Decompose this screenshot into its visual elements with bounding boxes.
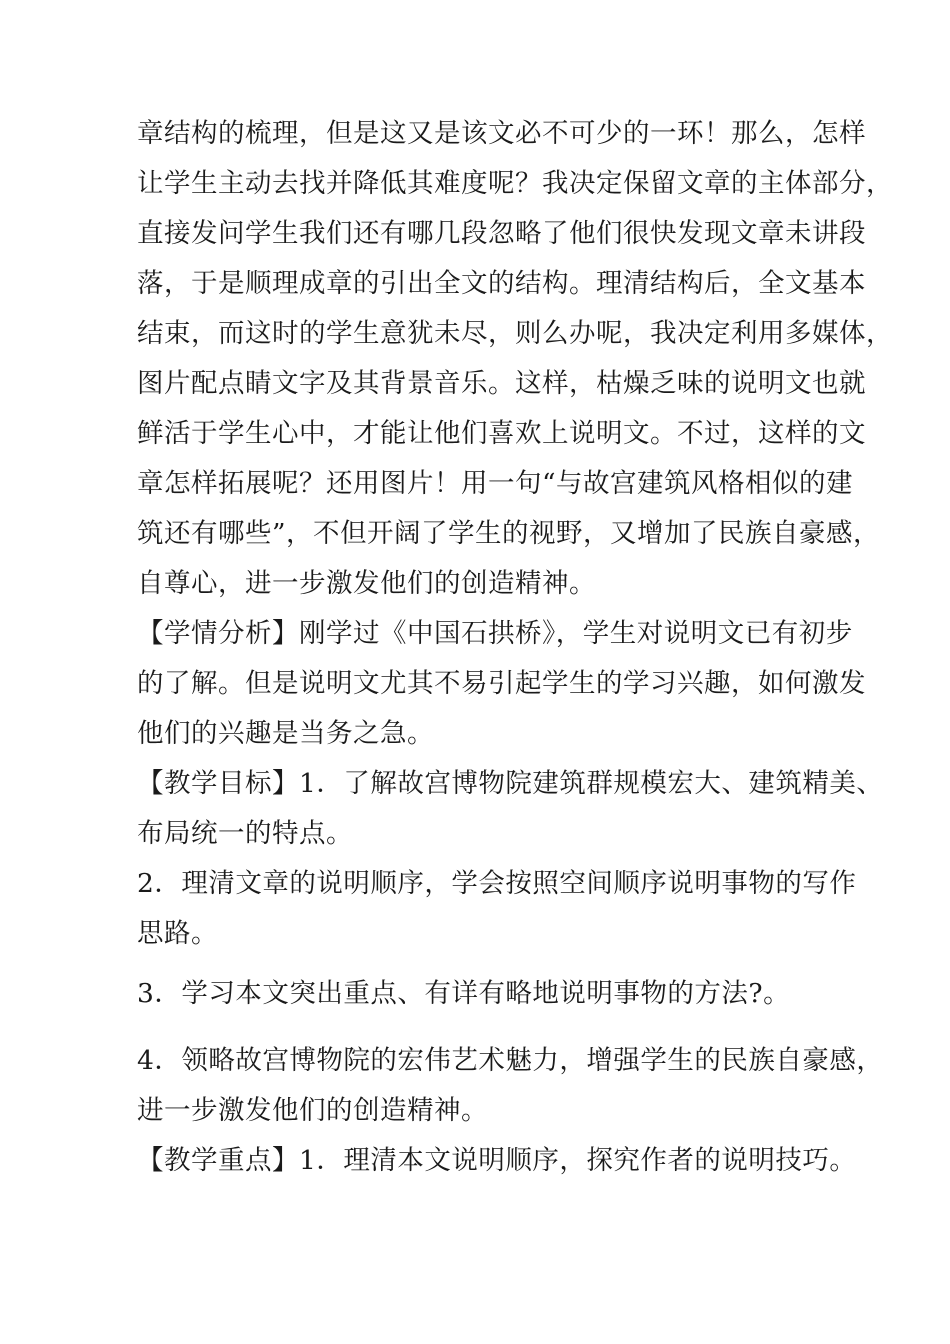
text-line: 布局统一的特点。 <box>137 818 353 849</box>
text-line: 图片配点睛文字及其背景音乐。这样，枯燥乏味的说明文也就 <box>137 368 866 399</box>
text-line: 章结构的梳理，但是这又是该文必不可少的一环！那么，怎样 <box>137 118 866 149</box>
text-line: 让学生主动去找并降低其难度呢？我决定保留文章的主体部分， <box>137 168 893 199</box>
text-line: 的了解。但是说明文尤其不易引起学生的学习兴趣，如何激发 <box>137 668 866 699</box>
text-line: 【学情分析】刚学过《中国石拱桥》，学生对说明文已有初步 <box>137 618 853 649</box>
text-line: 他们的兴趣是当务之急。 <box>137 718 434 749</box>
text-line: 直接发问学生我们还有哪几段忽略了他们很快发现文章未讲段 <box>137 218 866 249</box>
text-line: 【教学目标】1．了解故宫博物院建筑群规模宏大、建筑精美、 <box>137 768 884 799</box>
text-line: 章怎样拓展呢？还用图片！用一句“与故宫建筑风格相似的建 <box>137 468 854 499</box>
text-line: 【教学重点】1．理清本文说明顺序，探究作者的说明技巧。 <box>137 1145 857 1176</box>
text-line: 3．学习本文突出重点、有详有略地说明事物的方法?。 <box>137 978 791 1009</box>
text-line: 结束，而这时的学生意犹未尽，则么办呢，我决定利用多媒体， <box>137 318 893 349</box>
text-line: 落，于是顺理成章的引出全文的结构。理清结构后，全文基本 <box>137 268 866 299</box>
text-line: 鲜活于学生心中，才能让他们喜欢上说明文。不过，这样的文 <box>137 418 866 449</box>
text-line: 思路。 <box>137 918 218 949</box>
text-line: 2．理清文章的说明顺序，学会按照空间顺序说明事物的写作 <box>137 868 857 899</box>
text-line: 4．领略故宫博物院的宏伟艺术魅力，增强学生的民族自豪感， <box>137 1045 884 1076</box>
text-line: 自尊心，进一步激发他们的创造精神。 <box>137 568 596 599</box>
text-line: 筑还有哪些”，不但开阔了学生的视野，又增加了民族自豪感， <box>137 518 881 549</box>
text-line: 进一步激发他们的创造精神。 <box>137 1095 488 1126</box>
